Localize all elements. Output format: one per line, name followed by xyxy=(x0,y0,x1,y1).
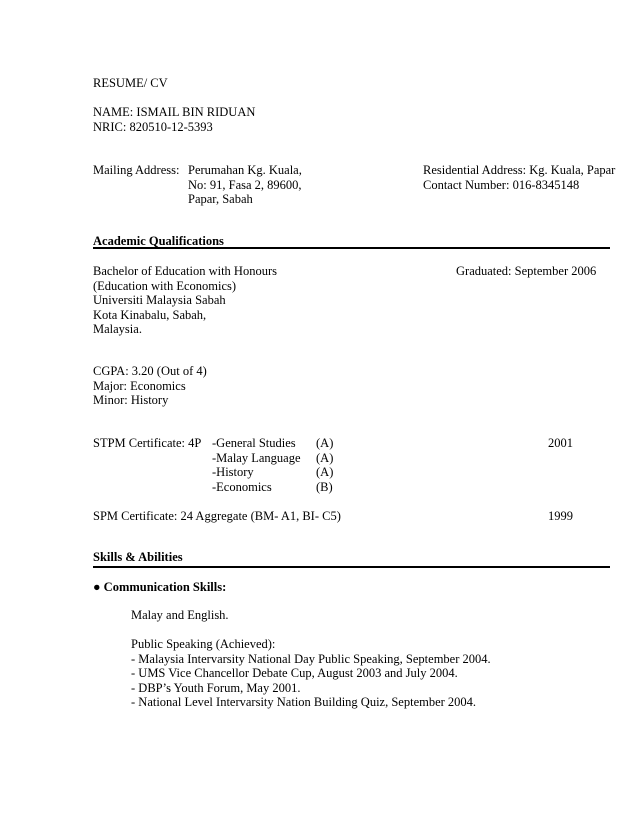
achievement-item: - UMS Vice Chancellor Debate Cup, August 2003 and July 2004. xyxy=(131,666,458,680)
graduation-date: Graduated: September 2006 xyxy=(456,264,597,278)
stpm-subject: -General Studies xyxy=(212,436,296,450)
stpm-label: STPM Certificate: 4P xyxy=(93,436,202,450)
document-title: RESUME/ CV xyxy=(93,76,168,90)
stpm-subjects xyxy=(212,436,301,494)
cgpa: CGPA: 3.20 (Out of 4) xyxy=(93,364,207,378)
spm-year: 1999 xyxy=(548,509,573,523)
section-divider xyxy=(93,247,610,249)
communication-skills-heading: ● Communication Skills: xyxy=(93,580,227,594)
stpm-year: 2001 xyxy=(548,436,573,450)
degree-line: (Education with Economics) xyxy=(93,278,237,293)
languages: Malay and English. xyxy=(131,608,229,622)
stpm-subject: -Economics xyxy=(212,479,272,494)
stpm-subject: -History xyxy=(212,465,254,479)
degree-line: Bachelor of Education with Honours xyxy=(93,264,277,278)
public-speaking-title: Public Speaking (Achieved): xyxy=(131,637,276,651)
nric-line: NRIC: 820510-12-5393 xyxy=(93,120,213,134)
mailing-address-line: No: 91, Fasa 2, 89600, xyxy=(188,177,302,192)
achievement-item: - DBP’s Youth Forum, May 2001. xyxy=(131,680,301,695)
name-line: NAME: ISMAIL BIN RIDUAN xyxy=(93,105,256,119)
stpm-grade: (B) xyxy=(316,479,333,494)
achievement-item: - National Level Intervarsity Nation Building Quiz, September 2004. xyxy=(131,695,477,709)
mailing-address-label: Mailing Address: xyxy=(93,163,180,177)
degree-line: Universiti Malaysia Sabah xyxy=(93,293,226,307)
achievement-item: - Malaysia Intervarsity National Day Public Speaking, September 2004. xyxy=(131,651,491,666)
mailing-address xyxy=(188,163,302,207)
mailing-address-line: Papar, Sabah xyxy=(188,192,253,206)
academic-heading: Academic Qualifications xyxy=(93,234,224,248)
section-divider xyxy=(93,566,610,568)
public-speaking-block xyxy=(131,637,491,710)
stpm-grades xyxy=(316,436,333,494)
stpm-subject: -Malay Language xyxy=(212,450,301,465)
mailing-address-line: Perumahan Kg. Kuala, xyxy=(188,163,302,177)
residential-address: Residential Address: Kg. Kuala, Papar xyxy=(423,163,616,177)
degree-line: Kota Kinabalu, Sabah, xyxy=(93,307,207,322)
skills-heading: Skills & Abilities xyxy=(93,550,183,564)
stpm-grade: (A) xyxy=(316,436,334,450)
minor: Minor: History xyxy=(93,393,169,407)
spm-label: SPM Certificate: 24 Aggregate (BM- A1, BI- C5) xyxy=(93,509,341,523)
major: Major: Economics xyxy=(93,378,186,393)
stpm-grade: (A) xyxy=(316,465,334,479)
degree-line: Malaysia. xyxy=(93,322,142,336)
grades-block xyxy=(93,364,207,408)
stpm-grade: (A) xyxy=(316,450,334,465)
degree-block xyxy=(93,264,277,337)
contact-number: Contact Number: 016-8345148 xyxy=(423,178,580,192)
